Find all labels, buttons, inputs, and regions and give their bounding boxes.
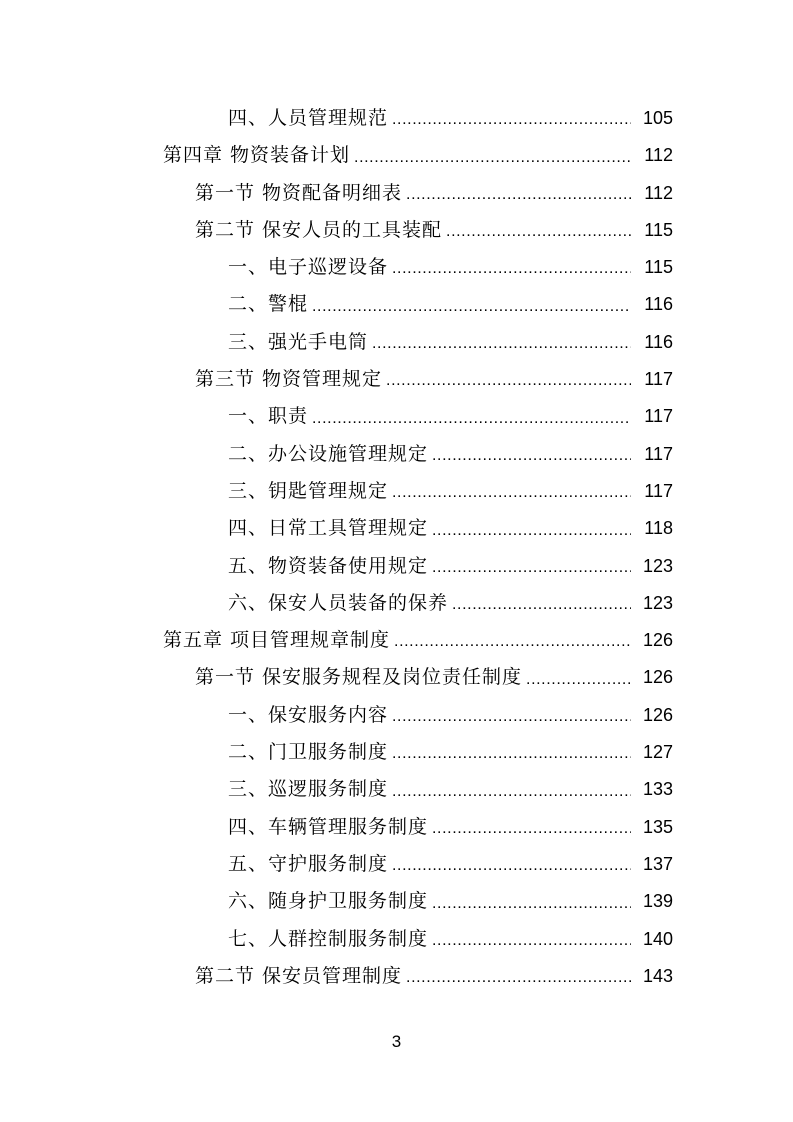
toc-entry-label: 第二节 保安人员的工具装配 xyxy=(195,218,443,241)
dot-leader xyxy=(372,324,631,361)
toc-entry-page: 117 xyxy=(644,369,673,390)
dot-leader xyxy=(446,212,631,249)
toc-entry[interactable] xyxy=(0,398,793,435)
toc-entry-page: 116 xyxy=(644,331,673,352)
toc-entry-page: 115 xyxy=(644,257,673,278)
toc-entry-label: 四、车辆管理服务制度 xyxy=(228,815,429,838)
toc-entry-label: 六、保安人员装备的保养 xyxy=(228,591,449,614)
dot-leader xyxy=(432,510,631,547)
toc-entry-page: 123 xyxy=(642,592,673,613)
toc-entry[interactable] xyxy=(0,958,793,995)
toc-entry-page: 117 xyxy=(644,480,673,501)
toc-entry[interactable] xyxy=(0,137,793,174)
toc-entry[interactable] xyxy=(0,846,793,883)
toc-entry-label: 五、守护服务制度 xyxy=(228,852,389,875)
dot-leader xyxy=(386,361,631,398)
toc-entry-page: 139 xyxy=(642,891,673,912)
toc-entry-label: 第四章 物资装备计划 xyxy=(163,144,351,167)
toc-entry[interactable] xyxy=(0,771,793,808)
toc-entry[interactable] xyxy=(0,697,793,734)
dot-leader xyxy=(394,622,631,659)
toc-entry[interactable] xyxy=(0,659,793,696)
toc-entry[interactable] xyxy=(0,548,793,585)
toc-entry-page: 117 xyxy=(644,443,673,464)
dot-leader xyxy=(432,548,631,585)
toc-entry-page: 126 xyxy=(642,667,673,688)
toc-entry[interactable] xyxy=(0,324,793,361)
toc-entry-label: 第二节 保安员管理制度 xyxy=(195,964,403,987)
toc-entry-page: 126 xyxy=(642,630,673,651)
toc-entry-label: 二、警棍 xyxy=(228,293,309,316)
toc-entry-label: 三、强光手电筒 xyxy=(228,330,369,353)
toc-entry[interactable] xyxy=(0,883,793,920)
toc-entry-page: 116 xyxy=(644,294,673,315)
dot-leader xyxy=(452,585,631,622)
dot-leader xyxy=(432,883,631,920)
toc-entry[interactable] xyxy=(0,510,793,547)
toc-entry-page: 112 xyxy=(644,182,673,203)
toc-entry[interactable] xyxy=(0,734,793,771)
toc-entry-label: 四、人员管理规范 xyxy=(228,107,389,129)
toc-entry-page: 117 xyxy=(644,406,673,427)
dot-leader xyxy=(406,175,631,212)
toc-entry-label: 第一节 保安服务规程及岗位责任制度 xyxy=(195,666,523,689)
dot-leader xyxy=(392,697,631,734)
dot-leader xyxy=(526,659,631,696)
toc-entry-page: 140 xyxy=(642,928,673,949)
toc-entry[interactable] xyxy=(0,622,793,659)
toc-entry-label: 四、日常工具管理规定 xyxy=(228,517,429,540)
toc-entry-page: 118 xyxy=(644,518,673,539)
dot-leader xyxy=(392,473,631,510)
toc-entry-label: 一、电子巡逻设备 xyxy=(228,256,389,279)
toc-entry[interactable] xyxy=(0,921,793,958)
dot-leader xyxy=(432,809,631,846)
toc-entry-label: 第五章 项目管理规章制度 xyxy=(163,629,391,652)
toc-entry-page: 137 xyxy=(642,853,673,874)
toc-entry[interactable] xyxy=(0,286,793,323)
toc-entry-label: 三、钥匙管理规定 xyxy=(228,479,389,502)
toc-entry-label: 七、人群控制服务制度 xyxy=(228,927,429,950)
toc-entry-page: 123 xyxy=(642,555,673,576)
toc-entry[interactable] xyxy=(0,809,793,846)
dot-leader xyxy=(392,249,631,286)
toc-entry-page: 112 xyxy=(644,145,673,166)
dot-leader xyxy=(392,100,631,137)
toc-entry[interactable] xyxy=(0,175,793,212)
toc-entry-label: 三、巡逻服务制度 xyxy=(228,778,389,801)
toc-entry-page: 127 xyxy=(642,742,673,763)
toc-entry-page: 133 xyxy=(642,779,673,800)
toc-entry-label: 第一节 物资配备明细表 xyxy=(195,181,403,204)
toc-entry[interactable] xyxy=(0,585,793,622)
dot-leader xyxy=(354,137,631,174)
toc-entry-label: 五、物资装备使用规定 xyxy=(228,554,429,577)
toc-entry[interactable] xyxy=(0,249,793,286)
dot-leader xyxy=(432,436,631,473)
toc-entry-label: 六、随身护卫服务制度 xyxy=(228,890,429,913)
toc-entry-page: 126 xyxy=(642,704,673,725)
dot-leader xyxy=(392,771,631,808)
toc-entry-page: 105 xyxy=(642,108,673,128)
toc-entry-page: 135 xyxy=(642,816,673,837)
toc-entry-page: 115 xyxy=(644,219,673,240)
toc-entry-label: 一、职责 xyxy=(228,405,309,428)
dot-leader xyxy=(312,286,631,323)
toc-entry-label: 二、办公设施管理规定 xyxy=(228,442,429,465)
table-of-contents xyxy=(0,100,793,995)
dot-leader xyxy=(392,734,631,771)
dot-leader xyxy=(392,846,631,883)
toc-entry[interactable] xyxy=(0,212,793,249)
toc-entry[interactable] xyxy=(0,473,793,510)
toc-entry[interactable] xyxy=(0,436,793,473)
dot-leader xyxy=(312,398,631,435)
toc-entry-page: 143 xyxy=(642,965,673,986)
toc-entry[interactable] xyxy=(0,100,793,137)
toc-entry-label: 第三节 物资管理规定 xyxy=(195,368,383,391)
page-number: 3 xyxy=(391,1032,402,1051)
toc-entry[interactable] xyxy=(0,361,793,398)
dot-leader xyxy=(432,921,631,958)
toc-entry-label: 一、保安服务内容 xyxy=(228,703,389,726)
dot-leader xyxy=(406,958,631,995)
toc-entry-label: 二、门卫服务制度 xyxy=(228,741,389,764)
